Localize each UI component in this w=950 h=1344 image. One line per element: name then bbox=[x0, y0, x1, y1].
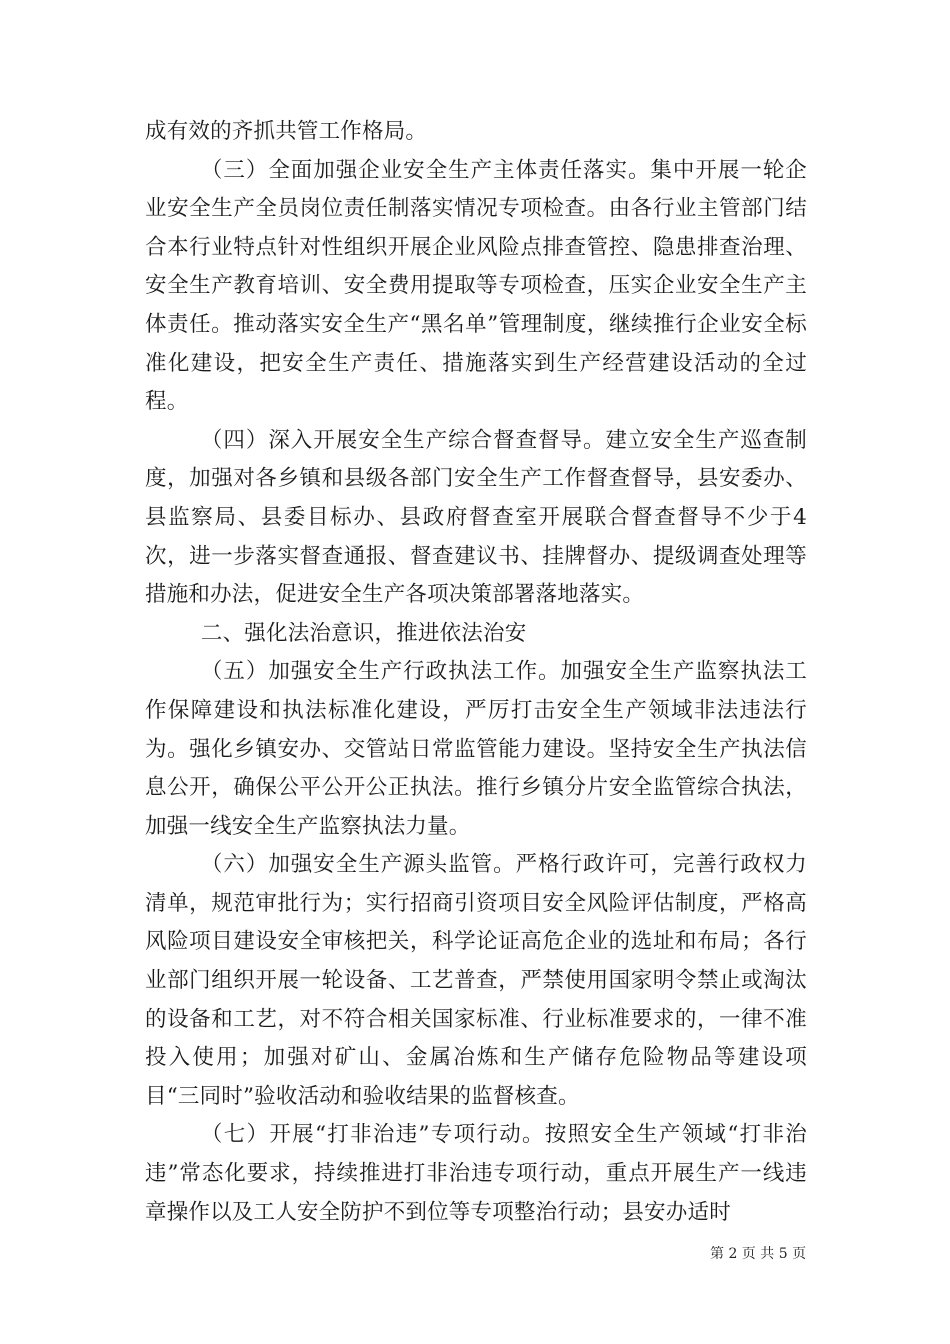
paragraph-section-4: （四）深入开展安全生产综合督查督导。建立安全生产巡查制度，加强对各乡镇和县级各部门安全生产工作督查督导，县安委办、县监察局、县委目标办、县政府督查室开展联合督查督导不少于4次，进一步落实督查通报、督查建议书、挂牌督办、提级调查处理等措施和办法，促进安全生产各项决策部署落地落实。 bbox=[145, 427, 807, 608]
paragraph-section-6: （六）加强安全生产源头监管。严格行政许可，完善行政权力清单，规范审批行为；实行招商引资项目安全风险评估制度，严格高风险项目建设安全审核把关，科学论证高危企业的选址和布局；各行业部门组织开展一轮设备、工艺普查，严禁使用国家明令禁止或淘汰的设备和工艺，对不符合相关国家标准、行业标准要求的，一律不准投入使用；加强对矿山、金属冶炼和生产储存危险物品等建设项目“三同时”验收活动和验收结果的监督核查。 bbox=[145, 852, 807, 1109]
paragraph-section-7: （七）开展“打非治违”专项行动。按照安全生产领域“打非治违”常态化要求，持续推进打非治违专项行动，重点开展生产一线违章操作以及工人安全防护不到位等专项整治行动；县安办适时 bbox=[145, 1122, 807, 1225]
paragraph-section-3: （三）全面加强企业安全生产主体责任落实。集中开展一轮企业安全生产全员岗位责任制落实情况专项检查。由各行业主管部门结合本行业特点针对性组织开展企业风险点排查管控、隐患排查治理、安全生产教育培训、安全费用提取等专项检查，压实企业安全生产主体责任。推动落实安全生产“黑名单”管理制度，继续推行企业安全标准化建设，把安全生产责任、措施落实到生产经营建设活动的全过程。 bbox=[145, 157, 807, 415]
paragraph-section-5: （五）加强安全生产行政执法工作。加强安全生产监察执法工作保障建设和执法标准化建设，严厉打击安全生产领域非法违法行为。强化乡镇安办、交管站日常监管能力建设。坚持安全生产执法信息公开，确保公平公开公正执法。推行乡镇分片安全监管综合执法，加强一线安全生产监察执法力量。 bbox=[145, 659, 807, 839]
page-number-footer: 第 2 页 共 5 页 bbox=[710, 1246, 807, 1262]
section-heading-2: 二、强化法治意识，推进依法治安 bbox=[200, 620, 527, 646]
paragraph-continuation: 成有效的齐抓共管工作格局。 bbox=[145, 119, 428, 144]
document-body bbox=[145, 113, 807, 1232]
